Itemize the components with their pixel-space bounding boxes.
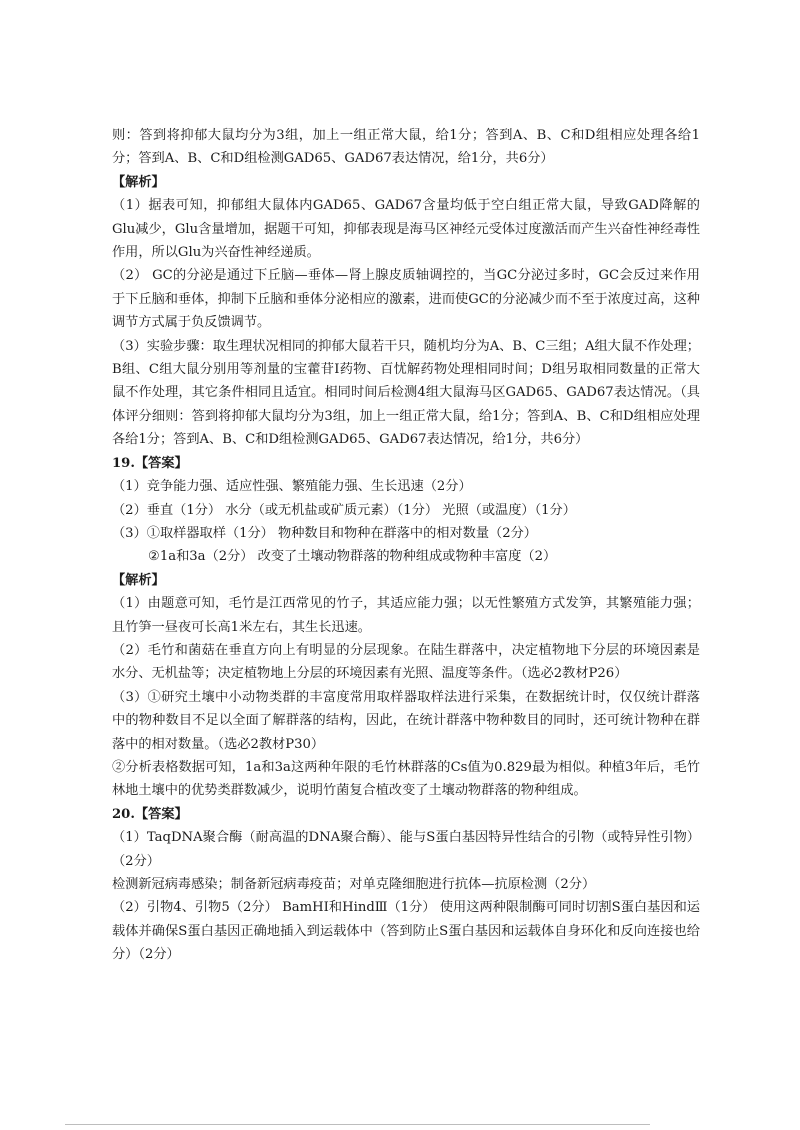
answer-line: （1）TaqDNA聚合酶（耐高温的DNA聚合酶）、能与S蛋白基因特异性结合的引物（或特异性引物）（2分） (112, 830, 700, 869)
analysis-paragraph: ②分析表格数据可知，1a和3a这两种年限的毛竹林群落的Cs值为0.829最为相似。种植3年后，毛竹林地土壤中的优势类群数减少，说明竹菌复合植改变了土壤动物群落的物种组成。 (112, 759, 700, 799)
answer-line: （2）垂直（1分） 水分（或无机盐或矿质元素）（1分） 光照（或温度）（1分） (112, 502, 576, 518)
analysis-paragraph: （3）①研究土壤中小动物类群的丰富度常用取样器取样法进行采集，在数据统计时，仅仅统计群落中的物种数目不足以全面了解群落的结构，因此，在统计群落中物种数目的同时，还可统计物种在群落中的相对数量。（选必2教材P30） (112, 689, 700, 752)
answer-text-body (112, 124, 700, 967)
scoring-rule-continued: 则：答到将抑郁大鼠均分为3组，加上一组正常大鼠，给1分；答到A、B、C和D组相应处理各给1分；答到A、B、C和D组检测GAD65、GAD67表达情况，给1分，共6分） (112, 128, 700, 167)
answer-line: （1）竞争能力强、适应性强、繁殖能力强、生长迅速（2分） (112, 479, 472, 495)
question-19-answer-heading: 19.【答案】 (112, 455, 188, 471)
analysis-paragraph: （2） GC的分泌是通过下丘脑—垂体—肾上腺皮质轴调控的，当GC分泌过多时，GC会反过来作用于下丘脑和垂体，抑制下丘脑和垂体分泌相应的激素，进而使GC的分泌减少而不至于浓度过高，这种调节方式属于负反馈调节。 (112, 268, 700, 331)
analysis-paragraph: （2）毛竹和菌菇在垂直方向上有明显的分层现象。在陆生群落中，决定植物地下分层的环境因素是水分、无机盐等；决定植物地上分层的环境因素有光照、温度等条件。（选必2教材P26） (112, 642, 700, 682)
analysis-paragraph: （3）实验步骤：取生理状况相同的抑郁大鼠若干只，随机均分为A、B、C三组；A组大鼠不作处理；B组、C组大鼠分别用等剂量的宝藿苷Ⅰ药物、百忧解药物处理相同时间；D组另取相同数量的正常大鼠不作处理，其它条件相同且适宜。相同时间后检测4组大鼠海马区GAD65、GAD67表达情况。（具体评分细则：答到将抑郁大鼠均分为3组，加上一组正常大鼠，给1分；答到A、B、C和D组相应处理各给1分；答到A、B、C和D组检测GAD65、GAD67表达情况，给1分，共6分） (112, 338, 700, 448)
answer-line: （3）①取样器取样（1分） 物种数目和物种在群落中的相对数量（2分） (112, 525, 537, 541)
section-heading-analysis: 【解析】 (112, 174, 165, 190)
page-bottom-divider (65, 1124, 650, 1125)
analysis-paragraph: （1）据表可知，抑郁组大鼠体内GAD65、GAD67含量均低于空白组正常大鼠，导致GAD降解的Glu减少，Glu含量增加，据题干可知，抑郁表现是海马区神经元受体过度激活而产生兴奋性神经毒性作用，所以Glu为兴奋性神经递质。 (112, 198, 700, 261)
answer-line: 检测新冠病毒感染；制备新冠病毒疫苗；对单克隆细胞进行抗体—抗原检测（2分） (112, 877, 596, 892)
question-20-answer-heading: 20.【答案】 (112, 806, 188, 822)
answer-line: ②1a和3a（2分） 改变了土壤动物群落的物种组成或物种丰富度（2） (148, 549, 557, 565)
answer-line: （2）引物4、引物5（2分） BamHⅠ和HindⅢ（1分） 使用这两种限制酶可同时切割S蛋白基因和运载体并确保S蛋白基因正确地插入到运载体中（答到防止S蛋白基因和运载体自身环化和反向连接也给分）（2分） (112, 900, 700, 963)
analysis-paragraph: （1）由题意可知，毛竹是江西常见的竹子，其适应能力强；以无性繁殖方式发笋，其繁殖能力强；且竹笋一昼夜可长高1米左右，其生长迅速。 (112, 596, 700, 635)
section-heading-analysis: 【解析】 (112, 572, 165, 588)
